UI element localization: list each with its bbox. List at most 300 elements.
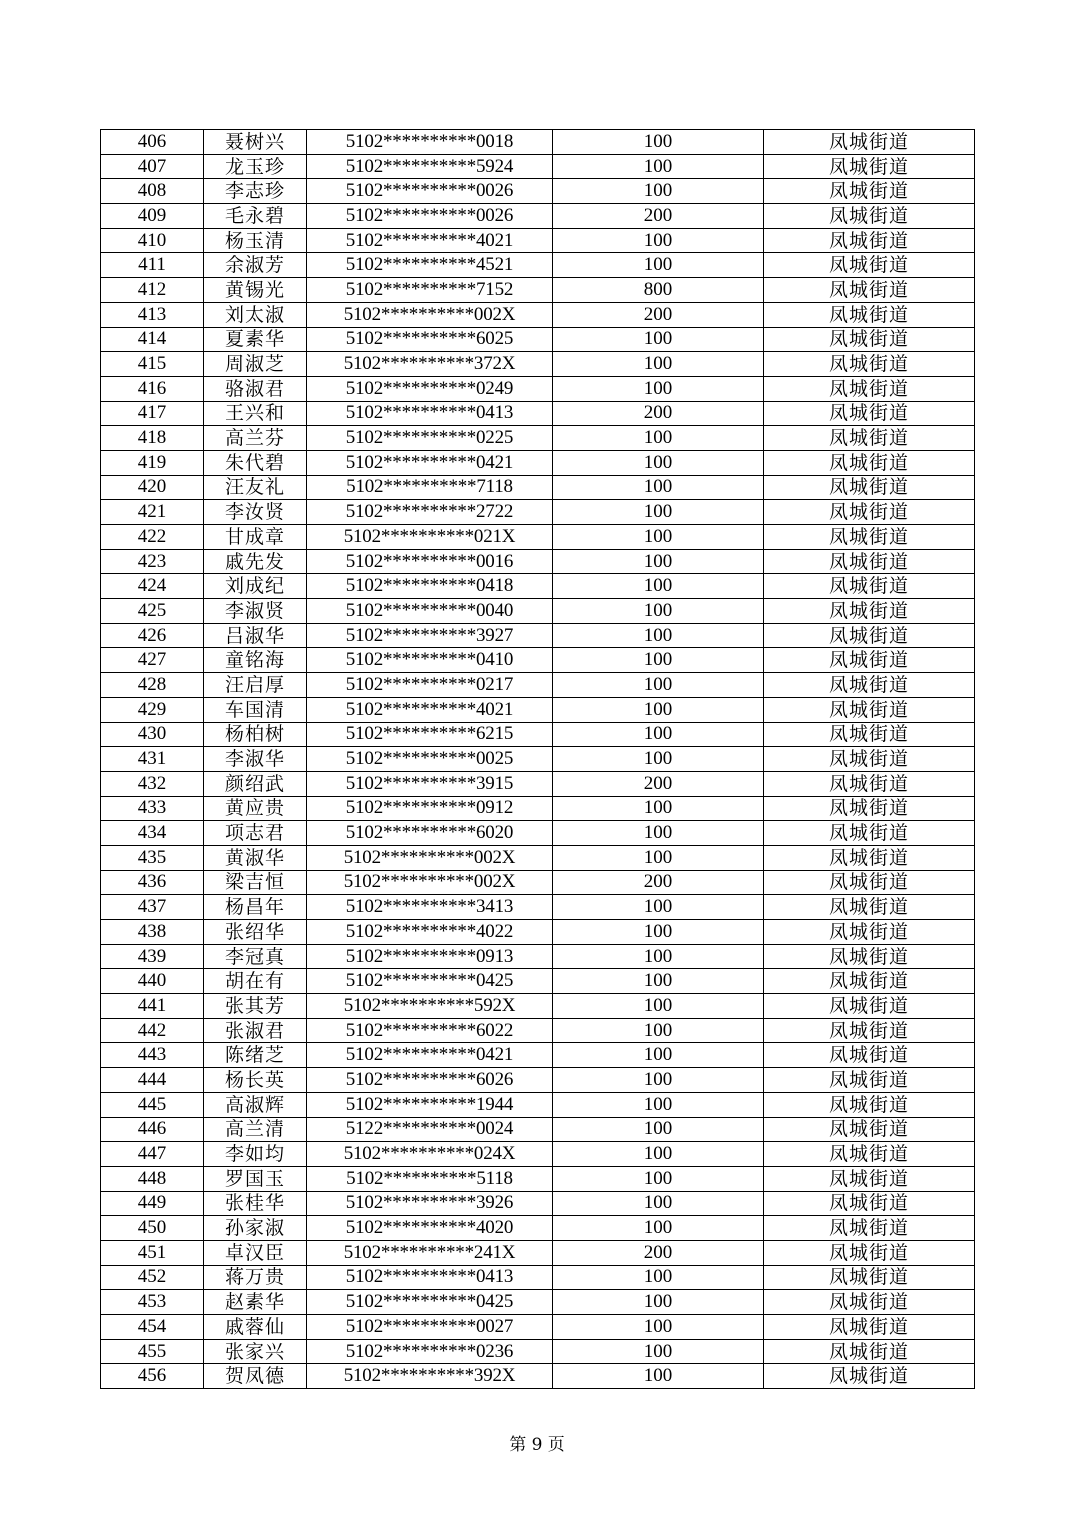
name-cell: 王兴和 [204,401,307,426]
id-number-cell: 5102**********3413 [307,895,553,920]
street-cell: 凤城街道 [764,895,975,920]
street-cell: 凤城街道 [764,944,975,969]
row-number-cell: 451 [101,1240,204,1265]
amount-cell: 100 [553,179,764,204]
street-cell: 凤城街道 [764,845,975,870]
street-cell: 凤城街道 [764,1290,975,1315]
id-number-cell: 5102**********0027 [307,1315,553,1340]
table-row [101,376,975,401]
id-number-cell: 5102**********0249 [307,376,553,401]
street-cell: 凤城街道 [764,278,975,303]
street-cell: 凤城街道 [764,1240,975,1265]
amount-cell: 100 [553,475,764,500]
row-number-cell: 409 [101,204,204,229]
table-row [101,1117,975,1142]
name-cell: 颜绍武 [204,771,307,796]
amount-cell: 200 [553,870,764,895]
amount-cell: 100 [553,599,764,624]
id-number-cell: 5102**********0225 [307,426,553,451]
street-cell: 凤城街道 [764,574,975,599]
street-cell: 凤城街道 [764,525,975,550]
name-cell: 甘成章 [204,525,307,550]
amount-cell: 100 [553,574,764,599]
street-cell: 凤城街道 [764,722,975,747]
table-row [101,994,975,1019]
amount-cell: 100 [553,1166,764,1191]
row-number-cell: 422 [101,525,204,550]
amount-cell: 200 [553,401,764,426]
name-cell: 李淑华 [204,747,307,772]
table-row [101,1364,975,1389]
id-number-cell: 5102**********0026 [307,204,553,229]
amount-cell: 100 [553,1092,764,1117]
row-number-cell: 430 [101,722,204,747]
name-cell: 朱代碧 [204,450,307,475]
name-cell: 李如均 [204,1142,307,1167]
street-cell: 凤城街道 [764,870,975,895]
id-number-cell: 5102**********0425 [307,1290,553,1315]
street-cell: 凤城街道 [764,450,975,475]
id-number-cell: 5102**********4022 [307,920,553,945]
table-row [101,1166,975,1191]
name-cell: 聂树兴 [204,130,307,155]
name-cell: 李冠真 [204,944,307,969]
name-cell: 项志君 [204,821,307,846]
amount-cell: 100 [553,1364,764,1389]
table-row [101,1092,975,1117]
amount-cell: 100 [553,895,764,920]
row-number-cell: 432 [101,771,204,796]
amount-cell: 100 [553,1339,764,1364]
amount-cell: 100 [553,1265,764,1290]
id-number-cell: 5102**********4021 [307,228,553,253]
street-cell: 凤城街道 [764,599,975,624]
amount-cell: 100 [553,673,764,698]
street-cell: 凤城街道 [764,401,975,426]
amount-cell: 100 [553,697,764,722]
name-cell: 刘成纪 [204,574,307,599]
amount-cell: 100 [553,1142,764,1167]
name-cell: 高兰清 [204,1117,307,1142]
row-number-cell: 438 [101,920,204,945]
table-row [101,821,975,846]
id-number-cell: 5102**********1944 [307,1092,553,1117]
table-row [101,648,975,673]
id-number-cell: 5102**********7118 [307,475,553,500]
table-row [101,450,975,475]
street-cell: 凤城街道 [764,426,975,451]
street-cell: 凤城街道 [764,1092,975,1117]
id-number-cell: 5102**********3915 [307,771,553,796]
table-row [101,401,975,426]
id-number-cell: 5102**********7152 [307,278,553,303]
table-row [101,944,975,969]
street-cell: 凤城街道 [764,796,975,821]
name-cell: 蒋万贵 [204,1265,307,1290]
table-row [101,475,975,500]
id-number-cell: 5102**********3927 [307,623,553,648]
name-cell: 骆淑君 [204,376,307,401]
row-number-cell: 445 [101,1092,204,1117]
table-row [101,1142,975,1167]
id-number-cell: 5102**********6022 [307,1018,553,1043]
amount-cell: 100 [553,500,764,525]
row-number-cell: 413 [101,302,204,327]
table-row [101,154,975,179]
row-number-cell: 425 [101,599,204,624]
name-cell: 车国清 [204,697,307,722]
table-row [101,1315,975,1340]
street-cell: 凤城街道 [764,1142,975,1167]
name-cell: 周淑芝 [204,352,307,377]
street-cell: 凤城街道 [764,228,975,253]
row-number-cell: 433 [101,796,204,821]
amount-cell: 100 [553,376,764,401]
name-cell: 贺凤德 [204,1364,307,1389]
row-number-cell: 424 [101,574,204,599]
street-cell: 凤城街道 [764,376,975,401]
street-cell: 凤城街道 [764,747,975,772]
id-number-cell: 5102**********0040 [307,599,553,624]
amount-cell: 100 [553,450,764,475]
name-cell: 胡在有 [204,969,307,994]
table-row [101,228,975,253]
street-cell: 凤城街道 [764,179,975,204]
id-number-cell: 5102**********0217 [307,673,553,698]
id-number-cell: 5102**********392X [307,1364,553,1389]
id-number-cell: 5102**********6020 [307,821,553,846]
name-cell: 汪友礼 [204,475,307,500]
table-row [101,722,975,747]
name-cell: 陈绪芝 [204,1043,307,1068]
amount-cell: 200 [553,302,764,327]
street-cell: 凤城街道 [764,500,975,525]
name-cell: 汪启厚 [204,673,307,698]
amount-cell: 100 [553,327,764,352]
id-number-cell: 5102**********0410 [307,648,553,673]
row-number-cell: 408 [101,179,204,204]
street-cell: 凤城街道 [764,130,975,155]
row-number-cell: 429 [101,697,204,722]
row-number-cell: 455 [101,1339,204,1364]
row-number-cell: 444 [101,1068,204,1093]
id-number-cell: 5102**********0912 [307,796,553,821]
table-row [101,549,975,574]
id-number-cell: 5102**********021X [307,525,553,550]
id-number-cell: 5102**********6025 [307,327,553,352]
name-cell: 余淑芳 [204,253,307,278]
table-body [101,130,975,1389]
row-number-cell: 435 [101,845,204,870]
amount-cell: 100 [553,1043,764,1068]
table-row [101,697,975,722]
table-row [101,253,975,278]
page-number: 第 9 页 [509,1435,565,1455]
id-number-cell: 5102**********002X [307,302,553,327]
street-cell: 凤城街道 [764,1315,975,1340]
name-cell: 张绍华 [204,920,307,945]
amount-cell: 100 [553,1290,764,1315]
street-cell: 凤城街道 [764,1216,975,1241]
table-row [101,327,975,352]
row-number-cell: 436 [101,870,204,895]
name-cell: 黄应贵 [204,796,307,821]
id-number-cell: 5102**********0413 [307,1265,553,1290]
name-cell: 黄淑华 [204,845,307,870]
table-row [101,204,975,229]
id-number-cell: 5102**********024X [307,1142,553,1167]
row-number-cell: 448 [101,1166,204,1191]
street-cell: 凤城街道 [764,204,975,229]
table-row [101,623,975,648]
name-cell: 杨玉清 [204,228,307,253]
row-number-cell: 414 [101,327,204,352]
id-number-cell: 5102**********0421 [307,450,553,475]
row-number-cell: 437 [101,895,204,920]
name-cell: 杨柏树 [204,722,307,747]
street-cell: 凤城街道 [764,673,975,698]
row-number-cell: 440 [101,969,204,994]
row-number-cell: 442 [101,1018,204,1043]
name-cell: 戚先发 [204,549,307,574]
table-row [101,278,975,303]
table-row [101,1043,975,1068]
table-row [101,747,975,772]
id-number-cell: 5102**********0413 [307,401,553,426]
amount-cell: 800 [553,278,764,303]
street-cell: 凤城街道 [764,1265,975,1290]
name-cell: 吕淑华 [204,623,307,648]
row-number-cell: 439 [101,944,204,969]
id-number-cell: 5102**********0418 [307,574,553,599]
amount-cell: 200 [553,204,764,229]
street-cell: 凤城街道 [764,1339,975,1364]
row-number-cell: 415 [101,352,204,377]
table-row [101,870,975,895]
amount-cell: 100 [553,154,764,179]
row-number-cell: 452 [101,1265,204,1290]
id-number-cell: 5102**********592X [307,994,553,1019]
name-cell: 李汝贤 [204,500,307,525]
amount-cell: 100 [553,920,764,945]
table-row [101,1216,975,1241]
amount-cell: 100 [553,352,764,377]
row-number-cell: 434 [101,821,204,846]
row-number-cell: 418 [101,426,204,451]
amount-cell: 200 [553,1240,764,1265]
street-cell: 凤城街道 [764,1191,975,1216]
name-cell: 童铭海 [204,648,307,673]
row-number-cell: 454 [101,1315,204,1340]
id-number-cell: 5102**********0018 [307,130,553,155]
row-number-cell: 417 [101,401,204,426]
table-row [101,796,975,821]
name-cell: 高淑辉 [204,1092,307,1117]
name-cell: 夏素华 [204,327,307,352]
row-number-cell: 447 [101,1142,204,1167]
amount-cell: 100 [553,1068,764,1093]
name-cell: 张家兴 [204,1339,307,1364]
id-number-cell: 5102**********5924 [307,154,553,179]
street-cell: 凤城街道 [764,697,975,722]
table-row [101,1068,975,1093]
amount-cell: 100 [553,426,764,451]
name-cell: 李淑贤 [204,599,307,624]
name-cell: 黄锡光 [204,278,307,303]
amount-cell: 100 [553,821,764,846]
amount-cell: 100 [553,994,764,1019]
street-cell: 凤城街道 [764,549,975,574]
name-cell: 梁吉恒 [204,870,307,895]
id-number-cell: 5102**********0913 [307,944,553,969]
id-number-cell: 5102**********4521 [307,253,553,278]
street-cell: 凤城街道 [764,1364,975,1389]
table-row [101,179,975,204]
id-number-cell: 5102**********3926 [307,1191,553,1216]
amount-cell: 100 [553,722,764,747]
id-number-cell: 5102**********002X [307,845,553,870]
amount-cell: 100 [553,944,764,969]
street-cell: 凤城街道 [764,253,975,278]
street-cell: 凤城街道 [764,821,975,846]
amount-cell: 100 [553,228,764,253]
row-number-cell: 441 [101,994,204,1019]
row-number-cell: 419 [101,450,204,475]
table-row [101,771,975,796]
id-number-cell: 5102**********2722 [307,500,553,525]
row-number-cell: 427 [101,648,204,673]
row-number-cell: 416 [101,376,204,401]
table-row [101,599,975,624]
beneficiary-table [100,129,975,1389]
name-cell: 张桂华 [204,1191,307,1216]
amount-cell: 100 [553,1018,764,1043]
id-number-cell: 5102**********372X [307,352,553,377]
name-cell: 杨昌年 [204,895,307,920]
table-row [101,1265,975,1290]
id-number-cell: 5102**********5118 [307,1166,553,1191]
amount-cell: 100 [553,747,764,772]
name-cell: 李志珍 [204,179,307,204]
row-number-cell: 443 [101,1043,204,1068]
row-number-cell: 449 [101,1191,204,1216]
table-row [101,500,975,525]
table-row [101,895,975,920]
table-row [101,673,975,698]
name-cell: 罗国玉 [204,1166,307,1191]
row-number-cell: 446 [101,1117,204,1142]
street-cell: 凤城街道 [764,302,975,327]
street-cell: 凤城街道 [764,1068,975,1093]
amount-cell: 100 [553,845,764,870]
name-cell: 卓汉臣 [204,1240,307,1265]
street-cell: 凤城街道 [764,1166,975,1191]
id-number-cell: 5102**********6215 [307,722,553,747]
id-number-cell: 5102**********002X [307,870,553,895]
row-number-cell: 453 [101,1290,204,1315]
amount-cell: 100 [553,1315,764,1340]
table-row [101,1018,975,1043]
id-number-cell: 5102**********241X [307,1240,553,1265]
name-cell: 杨长英 [204,1068,307,1093]
id-number-cell: 5102**********0025 [307,747,553,772]
table-row [101,1290,975,1315]
table-row [101,525,975,550]
table-row [101,352,975,377]
amount-cell: 100 [553,253,764,278]
row-number-cell: 410 [101,228,204,253]
name-cell: 张淑君 [204,1018,307,1043]
amount-cell: 100 [553,1117,764,1142]
id-number-cell: 5122**********0024 [307,1117,553,1142]
amount-cell: 100 [553,1216,764,1241]
name-cell: 龙玉珍 [204,154,307,179]
name-cell: 戚蓉仙 [204,1315,307,1340]
amount-cell: 100 [553,969,764,994]
row-number-cell: 420 [101,475,204,500]
street-cell: 凤城街道 [764,1117,975,1142]
table-row [101,1240,975,1265]
row-number-cell: 407 [101,154,204,179]
id-number-cell: 5102**********4020 [307,1216,553,1241]
row-number-cell: 428 [101,673,204,698]
street-cell: 凤城街道 [764,648,975,673]
id-number-cell: 5102**********0236 [307,1339,553,1364]
amount-cell: 100 [553,525,764,550]
name-cell: 张其芳 [204,994,307,1019]
street-cell: 凤城街道 [764,623,975,648]
street-cell: 凤城街道 [764,475,975,500]
street-cell: 凤城街道 [764,327,975,352]
row-number-cell: 456 [101,1364,204,1389]
street-cell: 凤城街道 [764,352,975,377]
row-number-cell: 426 [101,623,204,648]
row-number-cell: 450 [101,1216,204,1241]
table-row [101,426,975,451]
street-cell: 凤城街道 [764,1043,975,1068]
id-number-cell: 5102**********0026 [307,179,553,204]
row-number-cell: 421 [101,500,204,525]
row-number-cell: 423 [101,549,204,574]
street-cell: 凤城街道 [764,154,975,179]
row-number-cell: 411 [101,253,204,278]
name-cell: 孙家淑 [204,1216,307,1241]
amount-cell: 100 [553,1191,764,1216]
street-cell: 凤城街道 [764,969,975,994]
table-row [101,969,975,994]
name-cell: 刘太淑 [204,302,307,327]
row-number-cell: 406 [101,130,204,155]
id-number-cell: 5102**********4021 [307,697,553,722]
id-number-cell: 5102**********0016 [307,549,553,574]
amount-cell: 100 [553,549,764,574]
table-row [101,845,975,870]
street-cell: 凤城街道 [764,994,975,1019]
name-cell: 毛永碧 [204,204,307,229]
table-row [101,130,975,155]
name-cell: 赵素华 [204,1290,307,1315]
table-row [101,574,975,599]
row-number-cell: 412 [101,278,204,303]
name-cell: 高兰芬 [204,426,307,451]
amount-cell: 100 [553,130,764,155]
id-number-cell: 5102**********0425 [307,969,553,994]
table-row [101,1339,975,1364]
id-number-cell: 5102**********0421 [307,1043,553,1068]
amount-cell: 100 [553,648,764,673]
table-row [101,302,975,327]
row-number-cell: 431 [101,747,204,772]
